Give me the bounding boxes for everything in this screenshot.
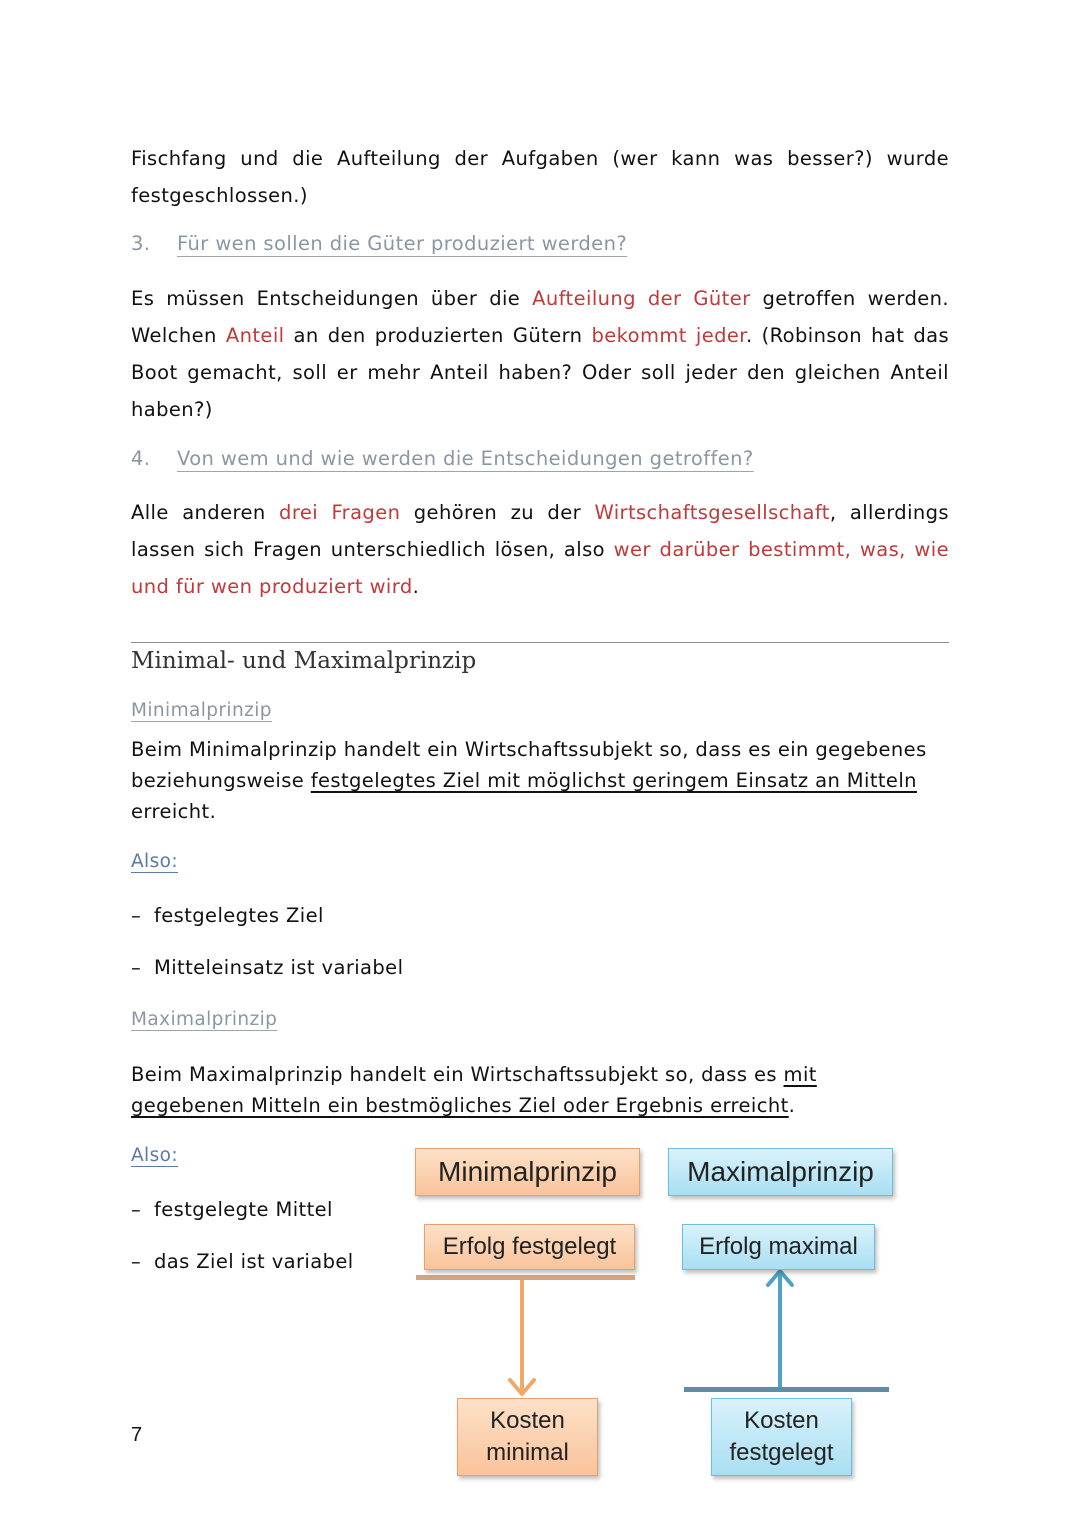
minimalprinzip-underlined: festgelegtes Ziel mit möglichst geringem Einsatz an Mitteln <box>310 769 917 792</box>
minimalprinzip-title-box: Minimalprinzip <box>415 1148 640 1196</box>
question-4-text: Von wem und wie werden die Entscheidungen getroffen? <box>177 447 754 470</box>
minimal-also-label: Also: <box>131 851 178 872</box>
highlight-wirtschaftsgesellschaft: Wirtschaftsgesellschaft <box>594 501 830 524</box>
kosten-festgelegt-box: Kosten festgelegt <box>711 1398 852 1476</box>
maximal-bullet-2: – das Ziel ist variabel <box>131 1250 354 1273</box>
minimal-bullet-1: – festgelegtes Ziel <box>131 904 324 927</box>
section-title: Minimal- und Maximalprinzip <box>131 648 477 674</box>
minimalprinzip-heading: Minimalprinzip <box>131 700 272 721</box>
maximalprinzip-heading: Maximalprinzip <box>131 1009 278 1030</box>
intro-paragraph: Fischfang und die Aufteilung der Aufgaben (wer kann was besser?) wurde festgeschlossen.) <box>131 147 949 207</box>
section-divider <box>131 642 949 643</box>
maximalprinzip-underlined: mit gegebenen Mitteln ein bestmögliches Ziel oder Ergebnis erreicht <box>131 1063 817 1117</box>
question-3-heading <box>131 232 627 255</box>
question-3-number: 3. <box>131 232 151 255</box>
highlight-wer-bestimmt: wer darüber bestimmt, was, wie und für wen produziert wird <box>131 538 949 598</box>
page-number: 7 <box>131 1424 143 1446</box>
minimalprinzip-definition: Beim Minimalprinzip handelt ein Wirtschaftssubjekt so, dass es ein gegebenes beziehungsweise festgelegtes Ziel mit möglichst geringem Einsatz an Mitteln erreicht. <box>131 738 927 823</box>
highlight-drei-fragen: drei Fragen <box>279 501 401 524</box>
right-arrow-head <box>768 1271 792 1285</box>
left-baseline-bar <box>416 1275 635 1280</box>
erfolg-festgelegt-box: Erfolg festgelegt <box>424 1224 635 1270</box>
maximal-bullet-1: – festgelegte Mittel <box>131 1198 333 1221</box>
question-4-paragraph: Alle anderen drei Fragen gehören zu der Wirtschaftsgesellschaft, allerdings lassen sich Fragen unterschiedlich lösen, also wer darüber bestimmt, was, wie und für wen produziert wird. <box>131 501 949 598</box>
right-baseline-bar <box>684 1387 889 1392</box>
highlight-bekommt-jeder: bekommt jeder <box>591 324 746 347</box>
highlight-anteil: Anteil <box>225 324 285 347</box>
question-3-paragraph: Es müssen Entscheidungen über die Aufteilung der Güter getroffen werden. Welchen Anteil an den produzierten Gütern bekommt jeder. (Robinson hat das Boot gemacht, soll er mehr Anteil haben? Oder soll jeder den gleichen Anteil haben?) <box>131 287 950 421</box>
question-4-heading <box>131 447 754 470</box>
question-3-text: Für wen sollen die Güter produziert werden? <box>177 232 628 255</box>
highlight-aufteilung: Aufteilung der Güter <box>532 287 751 310</box>
maximalprinzip-title-box: Maximalprinzip <box>668 1148 893 1196</box>
minimal-bullet-2: – Mitteleinsatz ist variabel <box>131 956 404 979</box>
kosten-minimal-box: Kosten minimal <box>457 1398 598 1476</box>
maximalprinzip-definition: Beim Maximalprinzip handelt ein Wirtschaftssubjekt so, dass es mit gegebenen Mitteln ein bestmögliches Ziel oder Ergebnis erreicht. <box>131 1063 817 1117</box>
left-arrow-head <box>510 1380 534 1394</box>
maximal-also-label: Also: <box>131 1145 178 1166</box>
question-4-number: 4. <box>131 447 151 470</box>
erfolg-maximal-box: Erfolg maximal <box>682 1224 875 1270</box>
